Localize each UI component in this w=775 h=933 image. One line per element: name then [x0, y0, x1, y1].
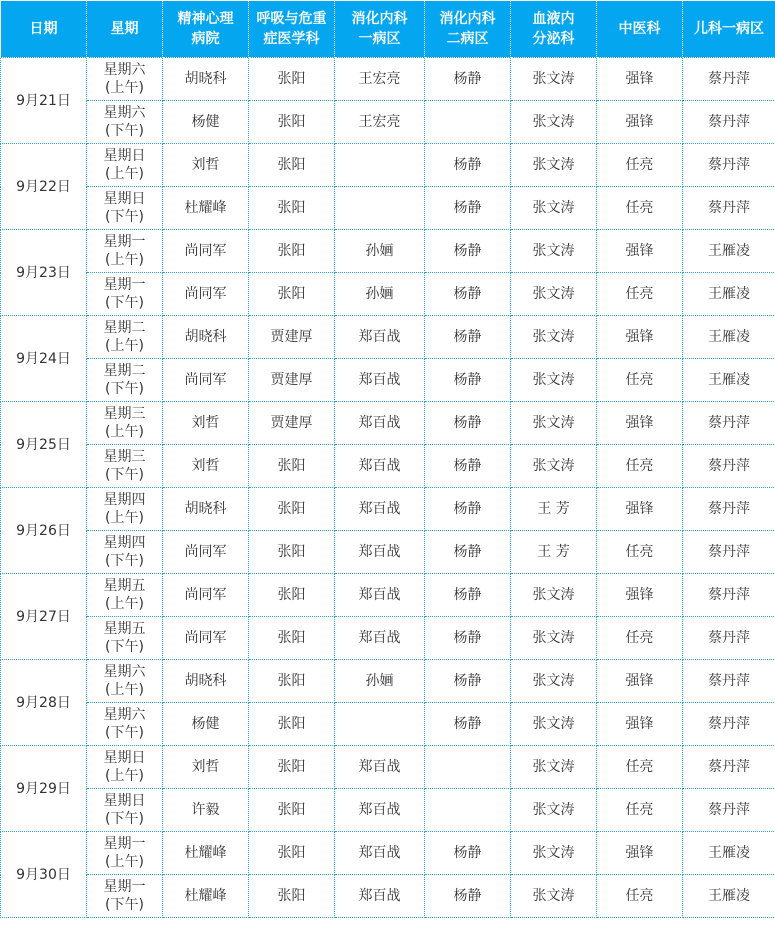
weekday-cell: [87, 316, 163, 359]
doctor-cell: 郑百战: [335, 875, 425, 918]
weekday-label: 星期一: [103, 277, 146, 293]
doctor-cell: 尚同军: [163, 273, 249, 316]
doctor-cell: 尚同军: [163, 531, 249, 574]
weekday-cell: [87, 660, 163, 703]
header-cell: [163, 1, 249, 58]
weekday-cell: [87, 875, 163, 918]
header-row: [1, 1, 775, 58]
weekday-cell: [87, 703, 163, 746]
doctor-cell: 尚同军: [163, 230, 249, 273]
doctor-cell: 强锋: [597, 832, 683, 875]
weekday-label: 星期五: [103, 578, 146, 594]
doctor-cell: 张文涛: [511, 402, 597, 445]
doctor-cell: 杨静: [425, 58, 511, 101]
doctor-cell: 张文涛: [511, 230, 597, 273]
doctor-cell: 任亮: [597, 531, 683, 574]
doctor-cell: 张阳: [249, 58, 335, 101]
table-row: [1, 402, 775, 445]
table-row: [1, 875, 775, 918]
date-cell: 9月23日: [1, 230, 87, 316]
doctor-cell: 张阳: [249, 746, 335, 789]
doctor-cell: 张文涛: [511, 359, 597, 402]
doctor-cell: [335, 144, 425, 187]
doctor-cell: 刘哲: [163, 144, 249, 187]
header-cell: [683, 1, 775, 58]
doctor-cell: 杨健: [163, 703, 249, 746]
doctor-cell: 任亮: [597, 273, 683, 316]
header-cell: [597, 1, 683, 58]
weekday-cell: [87, 574, 163, 617]
doctor-cell: 杨静: [425, 875, 511, 918]
header-cell: [425, 1, 511, 58]
doctor-cell: 蔡丹萍: [683, 574, 775, 617]
doctor-cell: 张阳: [249, 101, 335, 144]
weekday-cell: [87, 359, 163, 402]
date-cell: 9月25日: [1, 402, 87, 488]
header-label: 一病区: [358, 31, 401, 47]
doctor-cell: 张文涛: [511, 58, 597, 101]
weekday-cell: [87, 230, 163, 273]
doctor-cell: [335, 703, 425, 746]
period-label: (上午): [105, 768, 144, 784]
weekday-label: 星期一: [103, 879, 146, 895]
period-label: (上午): [105, 338, 144, 354]
doctor-cell: 张阳: [249, 531, 335, 574]
doctor-cell: 尚同军: [163, 617, 249, 660]
doctor-cell: 贾建厚: [249, 359, 335, 402]
doctor-cell: 王 芳: [511, 488, 597, 531]
doctor-cell: 王雁凌: [683, 230, 775, 273]
doctor-cell: 强锋: [597, 402, 683, 445]
weekday-cell: [87, 789, 163, 832]
doctor-cell: 任亮: [597, 875, 683, 918]
doctor-cell: 张文涛: [511, 875, 597, 918]
table-row: [1, 445, 775, 488]
doctor-cell: 张文涛: [511, 789, 597, 832]
weekday-label: 星期六: [103, 664, 146, 680]
doctor-cell: 王雁凌: [683, 316, 775, 359]
header-cell: [87, 1, 163, 58]
doctor-cell: 强锋: [597, 660, 683, 703]
doctor-cell: 强锋: [597, 230, 683, 273]
doctor-cell: 杨静: [425, 273, 511, 316]
doctor-cell: 王宏亮: [335, 58, 425, 101]
doctor-cell: 郑百战: [335, 832, 425, 875]
doctor-cell: 贾建厚: [249, 316, 335, 359]
period-label: (上午): [105, 252, 144, 268]
table-row: [1, 316, 775, 359]
period-label: (下午): [105, 209, 144, 225]
header-label: 消化内科: [351, 11, 408, 27]
doctor-cell: 张文涛: [511, 574, 597, 617]
header-cell: [335, 1, 425, 58]
doctor-cell: [425, 101, 511, 144]
doctor-cell: [425, 746, 511, 789]
doctor-cell: 杨静: [425, 574, 511, 617]
doctor-cell: 张文涛: [511, 144, 597, 187]
weekday-label: 星期二: [103, 320, 146, 336]
weekday-cell: [87, 101, 163, 144]
weekday-cell: [87, 402, 163, 445]
doctor-cell: 张文涛: [511, 101, 597, 144]
weekday-cell: [87, 617, 163, 660]
doctor-cell: 杨静: [425, 144, 511, 187]
doctor-cell: 郑百战: [335, 488, 425, 531]
doctor-cell: 张阳: [249, 703, 335, 746]
weekday-cell: [87, 144, 163, 187]
doctor-cell: 杜耀峰: [163, 187, 249, 230]
doctor-cell: 杨静: [425, 359, 511, 402]
doctor-cell: 张阳: [249, 660, 335, 703]
doctor-cell: 杨静: [425, 660, 511, 703]
table-row: [1, 789, 775, 832]
doctor-cell: 刘哲: [163, 402, 249, 445]
doctor-cell: 尚同军: [163, 359, 249, 402]
period-label: (下午): [105, 467, 144, 483]
doctor-cell: [335, 187, 425, 230]
doctor-cell: 杜耀峰: [163, 875, 249, 918]
weekday-label: 星期六: [103, 707, 146, 723]
weekday-cell: [87, 445, 163, 488]
doctor-cell: 任亮: [597, 187, 683, 230]
doctor-cell: 张阳: [249, 617, 335, 660]
doctor-cell: 杨健: [163, 101, 249, 144]
weekday-label: 星期三: [103, 406, 146, 422]
weekday-label: 星期二: [103, 363, 146, 379]
doctor-cell: 强锋: [597, 101, 683, 144]
header-label: 症医学科: [263, 31, 320, 47]
doctor-cell: 王雁凌: [683, 875, 775, 918]
doctor-cell: 张文涛: [511, 316, 597, 359]
table-row: [1, 488, 775, 531]
doctor-cell: 王宏亮: [335, 101, 425, 144]
header-cell: [511, 1, 597, 58]
doctor-cell: 杨静: [425, 703, 511, 746]
table-row: [1, 832, 775, 875]
date-cell: 9月30日: [1, 832, 87, 918]
doctor-cell: 张阳: [249, 574, 335, 617]
weekday-label: 星期日: [103, 750, 146, 766]
period-label: (下午): [105, 553, 144, 569]
header-label: 儿科一病区: [694, 21, 764, 37]
table-row: [1, 187, 775, 230]
weekday-label: 星期五: [103, 621, 146, 637]
doctor-cell: 郑百战: [335, 746, 425, 789]
doctor-cell: 张文涛: [511, 832, 597, 875]
period-label: (下午): [105, 897, 144, 913]
doctor-cell: 胡晓科: [163, 488, 249, 531]
doctor-cell: 刘哲: [163, 746, 249, 789]
table-row: [1, 746, 775, 789]
table-row: [1, 660, 775, 703]
header-label: 精神心理: [177, 11, 234, 27]
header-cell: [1, 1, 87, 58]
header-label: 病院: [191, 31, 220, 47]
doctor-cell: 郑百战: [335, 617, 425, 660]
doctor-cell: 张文涛: [511, 703, 597, 746]
doctor-cell: 蔡丹萍: [683, 101, 775, 144]
doctor-cell: 郑百战: [335, 359, 425, 402]
doctor-cell: 郑百战: [335, 574, 425, 617]
doctor-cell: [425, 789, 511, 832]
table-row: [1, 574, 775, 617]
table-row: [1, 58, 775, 101]
doctor-cell: 任亮: [597, 445, 683, 488]
table-row: [1, 144, 775, 187]
doctor-cell: 强锋: [597, 316, 683, 359]
doctor-cell: 张阳: [249, 445, 335, 488]
header-label: 中医科: [618, 21, 661, 37]
doctor-cell: 杨静: [425, 402, 511, 445]
header-label: 呼吸与危重: [256, 11, 327, 27]
period-label: (上午): [105, 424, 144, 440]
doctor-cell: 孙婳: [335, 230, 425, 273]
table-row: [1, 230, 775, 273]
doctor-cell: 张阳: [249, 488, 335, 531]
weekday-cell: [87, 746, 163, 789]
date-cell: 9月21日: [1, 58, 87, 144]
doctor-cell: 张阳: [249, 187, 335, 230]
doctor-cell: 郑百战: [335, 789, 425, 832]
header-label: 二病区: [446, 31, 489, 47]
doctor-cell: 张文涛: [511, 746, 597, 789]
header-label: 血液内: [532, 11, 575, 27]
date-cell: 9月22日: [1, 144, 87, 230]
table-row: [1, 617, 775, 660]
doctor-cell: 蔡丹萍: [683, 746, 775, 789]
doctor-cell: 任亮: [597, 617, 683, 660]
doctor-cell: 杨静: [425, 531, 511, 574]
doctor-cell: 张文涛: [511, 660, 597, 703]
doctor-cell: 王雁凌: [683, 832, 775, 875]
doctor-cell: 王雁凌: [683, 359, 775, 402]
doctor-cell: 蔡丹萍: [683, 617, 775, 660]
doctor-cell: 贾建厚: [249, 402, 335, 445]
table-row: [1, 273, 775, 316]
header-label: 分泌科: [532, 31, 575, 47]
period-label: (上午): [105, 510, 144, 526]
weekday-cell: [87, 488, 163, 531]
doctor-cell: 蔡丹萍: [683, 58, 775, 101]
doctor-cell: 许毅: [163, 789, 249, 832]
weekday-cell: [87, 187, 163, 230]
weekday-label: 星期一: [103, 836, 146, 852]
doctor-cell: 胡晓科: [163, 58, 249, 101]
doctor-cell: 蔡丹萍: [683, 703, 775, 746]
doctor-cell: 杨静: [425, 230, 511, 273]
period-label: (上午): [105, 80, 144, 96]
period-label: (下午): [105, 295, 144, 311]
date-cell: 9月24日: [1, 316, 87, 402]
weekday-label: 星期日: [103, 191, 146, 207]
doctor-cell: 郑百战: [335, 316, 425, 359]
period-label: (下午): [105, 725, 144, 741]
weekday-cell: [87, 58, 163, 101]
doctor-cell: 刘哲: [163, 445, 249, 488]
doctor-cell: 胡晓科: [163, 316, 249, 359]
doctor-cell: 杨静: [425, 832, 511, 875]
doctor-cell: 郑百战: [335, 402, 425, 445]
doctor-cell: 强锋: [597, 58, 683, 101]
date-cell: 9月26日: [1, 488, 87, 574]
doctor-cell: 蔡丹萍: [683, 187, 775, 230]
period-label: (下午): [105, 123, 144, 139]
doctor-cell: 蔡丹萍: [683, 660, 775, 703]
table-row: [1, 359, 775, 402]
doctor-cell: 蔡丹萍: [683, 488, 775, 531]
period-label: (上午): [105, 596, 144, 612]
doctor-cell: 王 芳: [511, 531, 597, 574]
doctor-cell: 强锋: [597, 703, 683, 746]
weekday-cell: [87, 273, 163, 316]
doctor-cell: 张文涛: [511, 187, 597, 230]
doctor-cell: 郑百战: [335, 445, 425, 488]
period-label: (上午): [105, 682, 144, 698]
date-cell: 9月27日: [1, 574, 87, 660]
date-cell: 9月29日: [1, 746, 87, 832]
doctor-cell: 张阳: [249, 144, 335, 187]
doctor-cell: 张阳: [249, 273, 335, 316]
weekday-label: 星期四: [103, 492, 146, 508]
weekday-label: 星期六: [103, 62, 146, 78]
weekday-label: 星期四: [103, 535, 146, 551]
weekday-label: 星期日: [103, 793, 146, 809]
period-label: (上午): [105, 166, 144, 182]
doctor-cell: 杜耀峰: [163, 832, 249, 875]
doctor-cell: 任亮: [597, 789, 683, 832]
doctor-cell: 孙婳: [335, 660, 425, 703]
doctor-cell: 郑百战: [335, 531, 425, 574]
period-label: (上午): [105, 854, 144, 870]
schedule-body: [1, 58, 775, 918]
doctor-cell: 张阳: [249, 230, 335, 273]
doctor-cell: 任亮: [597, 746, 683, 789]
doctor-cell: 蔡丹萍: [683, 789, 775, 832]
weekday-label: 星期日: [103, 148, 146, 164]
doctor-cell: 张阳: [249, 789, 335, 832]
doctor-cell: 蔡丹萍: [683, 445, 775, 488]
doctor-cell: 张文涛: [511, 445, 597, 488]
doctor-cell: 杨静: [425, 187, 511, 230]
weekday-label: 星期一: [103, 234, 146, 250]
doctor-cell: 强锋: [597, 488, 683, 531]
header-label: 星期: [110, 21, 139, 37]
doctor-cell: 张阳: [249, 832, 335, 875]
doctor-cell: 任亮: [597, 144, 683, 187]
doctor-cell: 杨静: [425, 316, 511, 359]
table-row: [1, 101, 775, 144]
doctor-cell: 任亮: [597, 359, 683, 402]
doctor-cell: 王雁凌: [683, 273, 775, 316]
table-row: [1, 703, 775, 746]
doctor-cell: 蔡丹萍: [683, 531, 775, 574]
doctor-cell: 杨静: [425, 617, 511, 660]
doctor-cell: 尚同军: [163, 574, 249, 617]
weekday-label: 星期六: [103, 105, 146, 121]
period-label: (下午): [105, 811, 144, 827]
doctor-cell: 孙婳: [335, 273, 425, 316]
weekday-label: 星期三: [103, 449, 146, 465]
doctor-cell: 蔡丹萍: [683, 144, 775, 187]
doctor-cell: 张文涛: [511, 273, 597, 316]
doctor-cell: 杨静: [425, 445, 511, 488]
doctor-cell: 张阳: [249, 875, 335, 918]
header-cell: [249, 1, 335, 58]
period-label: (下午): [105, 639, 144, 655]
doctor-cell: 杨静: [425, 488, 511, 531]
doctor-cell: 胡晓科: [163, 660, 249, 703]
weekday-cell: [87, 832, 163, 875]
period-label: (下午): [105, 381, 144, 397]
doctor-cell: 蔡丹萍: [683, 402, 775, 445]
table-row: [1, 531, 775, 574]
doctor-cell: 张文涛: [511, 617, 597, 660]
header-label: 消化内科: [439, 11, 496, 27]
header-label: 日期: [29, 21, 58, 37]
weekday-cell: [87, 531, 163, 574]
date-cell: 9月28日: [1, 660, 87, 746]
doctor-cell: 强锋: [597, 574, 683, 617]
